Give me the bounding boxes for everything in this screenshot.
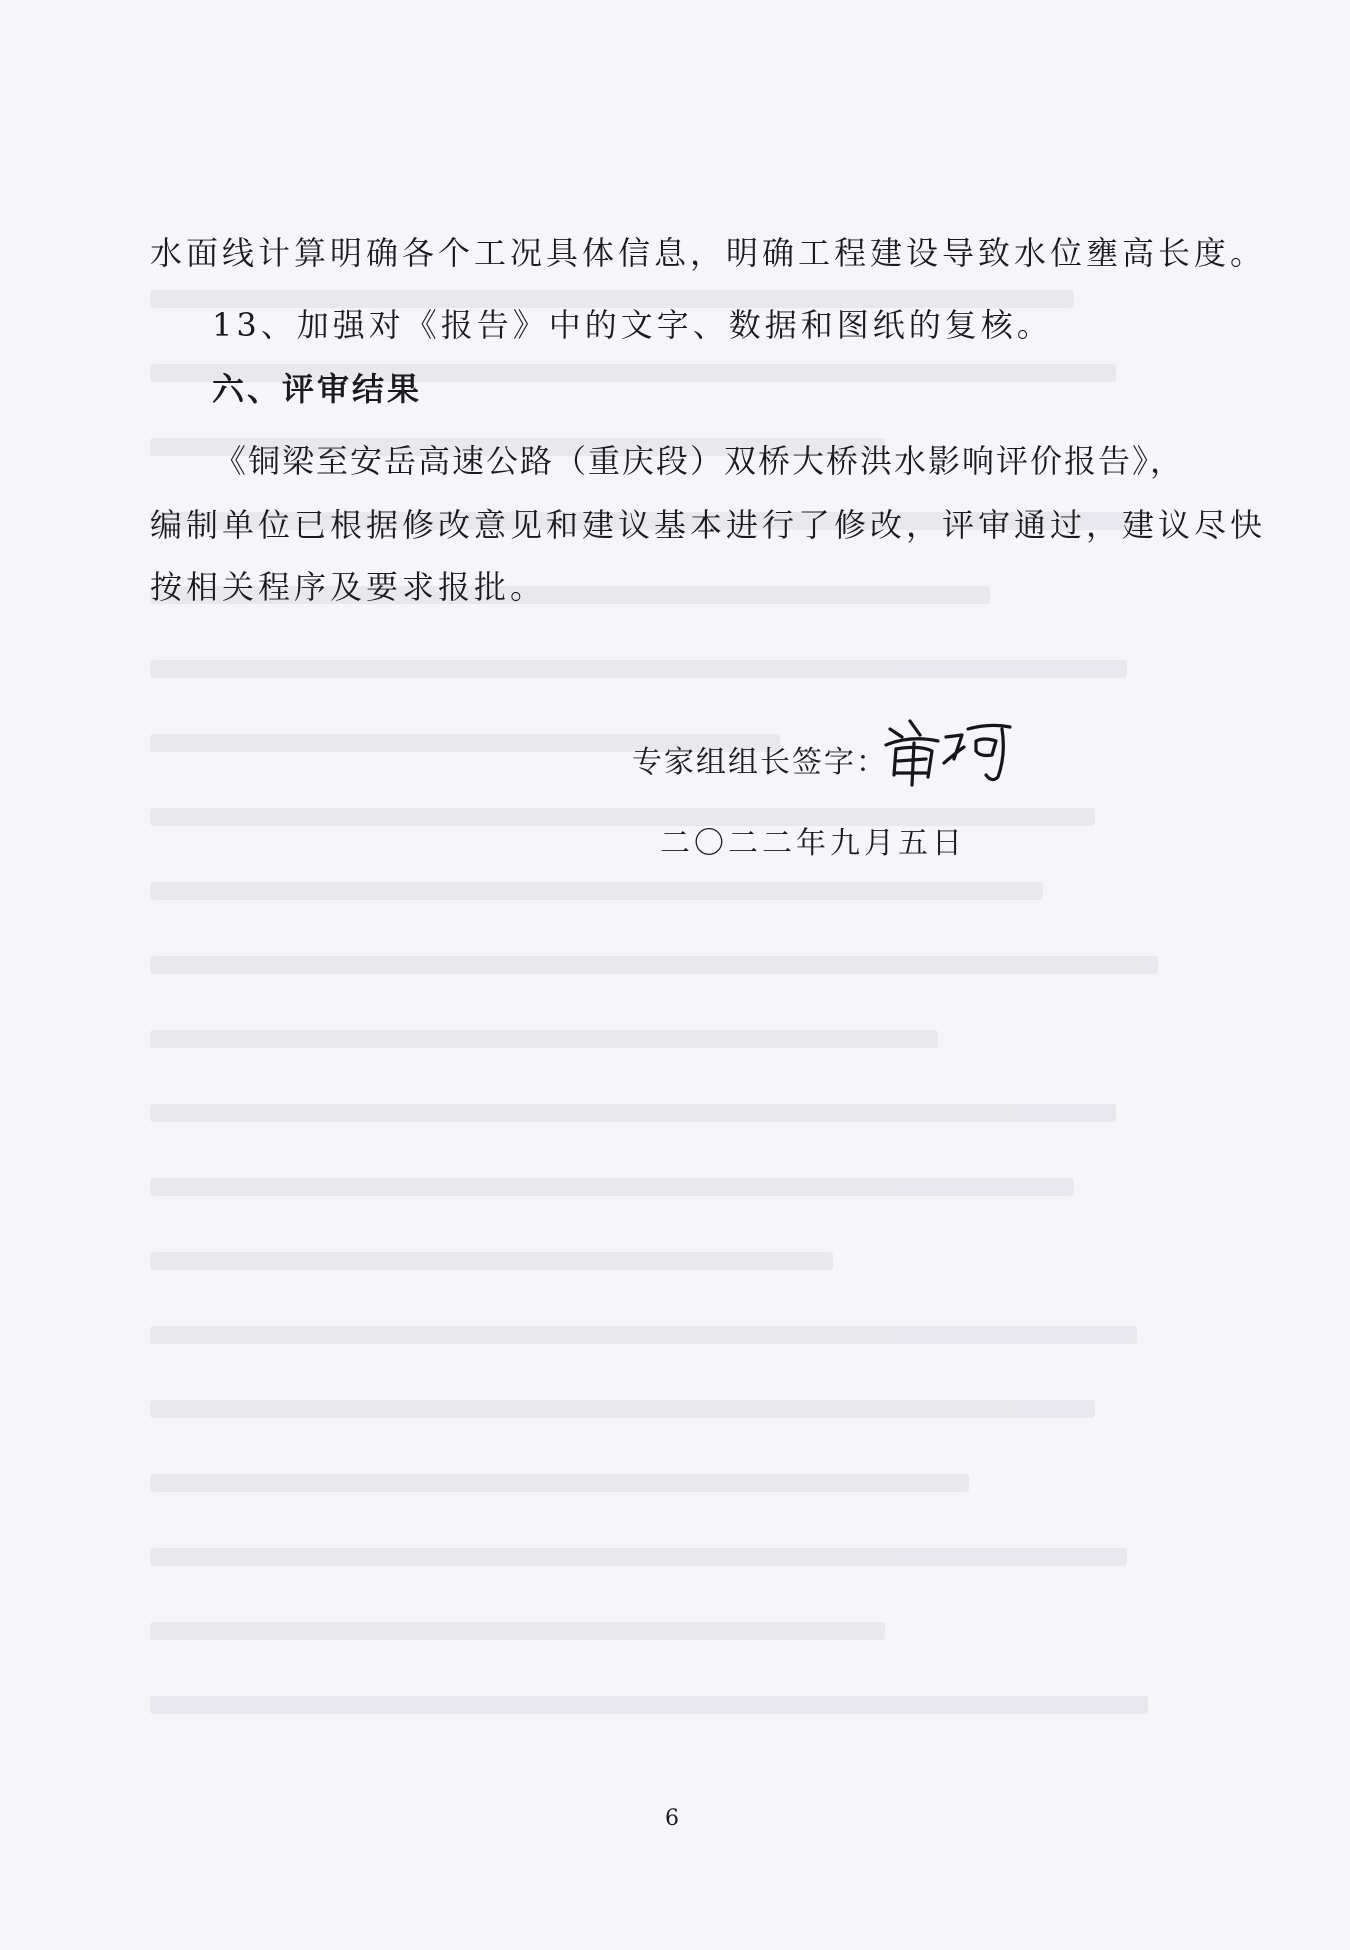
signature-label: 专家组组长签字：: [632, 745, 888, 780]
page-number: 6: [665, 1806, 679, 1831]
body-line-1: 水面线计算明确各个工况具体信息，明确工程建设导致水位壅高长度。: [150, 234, 1267, 272]
signing-date: 二〇二二年九月五日: [660, 826, 966, 861]
handwritten-signature: [880, 715, 1020, 787]
result-paragraph-line-1: 《铜梁至安岳高速公路（重庆段）双桥大桥洪水影响评价报告》，: [214, 442, 1185, 480]
result-paragraph-line-3: 按相关程序及要求报批。: [150, 568, 547, 606]
result-paragraph-line-2: 编制单位已根据修改意见和建议基本进行了修改，评审通过，建议尽快: [150, 506, 1267, 544]
item-13: 13、加强对《报告》中的文字、数据和图纸的复核。: [212, 306, 1053, 344]
section-heading: 六、评审结果: [212, 370, 423, 408]
